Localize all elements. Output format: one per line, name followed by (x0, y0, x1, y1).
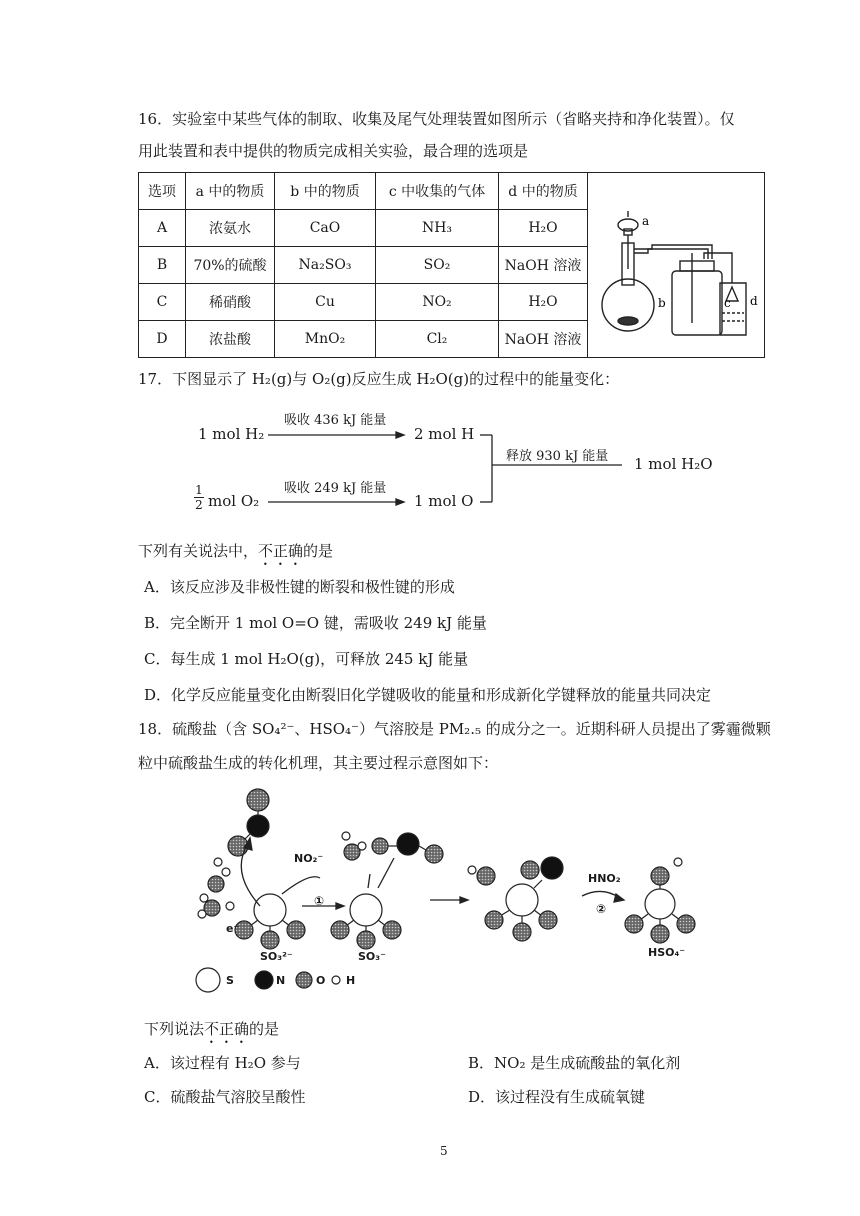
table-cell: NO₂ (376, 284, 499, 321)
q18-option-d: D．该过程没有生成硫氧键 (468, 1088, 646, 1106)
table-header-cell: c 中收集的气体 (376, 173, 499, 210)
label-c: c (724, 296, 731, 310)
table-header-cell: a 中的物质 (186, 173, 275, 210)
apparatus-cell (588, 173, 765, 358)
table-cell: 稀硝酸 (186, 284, 275, 321)
label-b: b (658, 296, 666, 310)
q18-stem-line1: 18．硫酸盐（含 SO₄²⁻、HSO₄⁻）气溶胶是 PM₂.₅ 的成分之一。近期科研人员提出了雾霾微颗 (138, 720, 771, 738)
electron-label: e⁻ (226, 922, 240, 935)
legend-n-label: N (276, 974, 286, 987)
question-emphasis: 不正确 (204, 1020, 250, 1038)
q17-option-b: B．完全断开 1 mol O=O 键，需吸收 249 kJ 能量 (144, 614, 487, 632)
question-pre: 下列有关说法中， (138, 542, 259, 560)
table-header-cell: 选项 (139, 173, 186, 210)
question-post: 的是 (249, 1020, 280, 1038)
table-cell: C (139, 284, 186, 321)
q17-stem: 17．下图显示了 H₂(g)与 O₂(g)反应生成 H₂O(g)的过程中的能量变化： (138, 370, 620, 388)
table-cell: A (139, 210, 186, 247)
one-o-label: 1 mol O (414, 492, 474, 510)
q16-table (138, 172, 765, 358)
q16-stem-line2: 用此装置和表中提供的物质完成相关实验，最合理的选项是 (138, 142, 529, 160)
q18-stem-line2: 粒中硫酸盐生成的转化机理，其主要过程示意图如下： (138, 754, 499, 772)
table-cell: 浓盐酸 (186, 321, 275, 358)
absorb-h-label: 吸收 436 kJ 能量 (284, 413, 387, 428)
absorb-o-label: 吸收 249 kJ 能量 (284, 481, 387, 496)
q18-option-a: A．该过程有 H₂O 参与 (144, 1054, 301, 1072)
table-cell: Na₂SO₃ (275, 247, 376, 284)
hso4-minus-label: HSO₄⁻ (648, 946, 686, 959)
q18-option-b: B．NO₂ 是生成硫酸盐的氧化剂 (468, 1054, 681, 1072)
energy-diagram (150, 405, 750, 525)
question-pre: 下列说法 (144, 1020, 205, 1038)
fraction-denominator: 2 (195, 498, 203, 512)
mechanism-diagram (190, 782, 710, 1002)
hno2-label: HNO₂ (588, 872, 621, 885)
table-cell: NaOH 溶液 (499, 247, 588, 284)
step1-label: ① (314, 894, 325, 908)
label-d: d (750, 294, 758, 308)
table-cell: D (139, 321, 186, 358)
fraction-numerator: 1 (195, 483, 203, 497)
h2-label: 1 mol H₂ (198, 425, 265, 443)
o2-fraction (194, 483, 204, 512)
no2-minus-label: NO₂⁻ (294, 852, 324, 865)
q17-question (138, 540, 333, 569)
legend-s-label: S (226, 974, 234, 987)
so3-minus-label: SO₃⁻ (358, 950, 386, 963)
table-header-row (139, 173, 765, 210)
table-cell: SO₂ (376, 247, 499, 284)
table-header-cell: d 中的物质 (499, 173, 588, 210)
table-cell: 浓氨水 (186, 210, 275, 247)
q17-option-d: D．化学反应能量变化由断裂旧化学键吸收的能量和形成新化学键释放的能量共同决定 (144, 686, 712, 704)
apparatus-diagram (588, 173, 764, 359)
table-cell: B (139, 247, 186, 284)
table-cell: Cu (275, 284, 376, 321)
label-a: a (642, 214, 650, 228)
page-number: 5 (440, 1144, 448, 1158)
question-emphasis: 不正确 (258, 542, 304, 560)
q17-option-a: A．该反应涉及非极性键的断裂和极性键的形成 (144, 578, 455, 596)
table-cell: NH₃ (376, 210, 499, 247)
table-cell: Cl₂ (376, 321, 499, 358)
table-cell: NaOH 溶液 (499, 321, 588, 358)
mechanism-molecules (190, 782, 710, 1002)
q17-option-c: C．每生成 1 mol H₂O(g)，可释放 245 kJ 能量 (144, 650, 469, 668)
table-cell: H₂O (499, 284, 588, 321)
table-cell: MnO₂ (275, 321, 376, 358)
legend-h-label: H (346, 974, 356, 987)
step2-label: ② (596, 902, 607, 916)
two-h-label: 2 mol H (414, 425, 475, 443)
legend-o-label: O (316, 974, 326, 987)
table-cell: H₂O (499, 210, 588, 247)
table-cell: 70%的硫酸 (186, 247, 275, 284)
q16-stem-line1: 16．实验室中某些气体的制取、收集及尾气处理装置如图所示（省略夹持和净化装置）。仅 (138, 110, 735, 128)
so3-2minus-label: SO₃²⁻ (260, 950, 293, 963)
table-header-cell: b 中的物质 (275, 173, 376, 210)
question-post: 的是 (303, 542, 334, 560)
table-cell: CaO (275, 210, 376, 247)
o2-label: mol O₂ (208, 492, 260, 510)
q18-question (144, 1018, 279, 1047)
release-label: 释放 930 kJ 能量 (506, 449, 609, 464)
h2o-label: 1 mol H₂O (634, 455, 713, 473)
q18-option-c: C．硫酸盐气溶胶呈酸性 (144, 1088, 306, 1106)
